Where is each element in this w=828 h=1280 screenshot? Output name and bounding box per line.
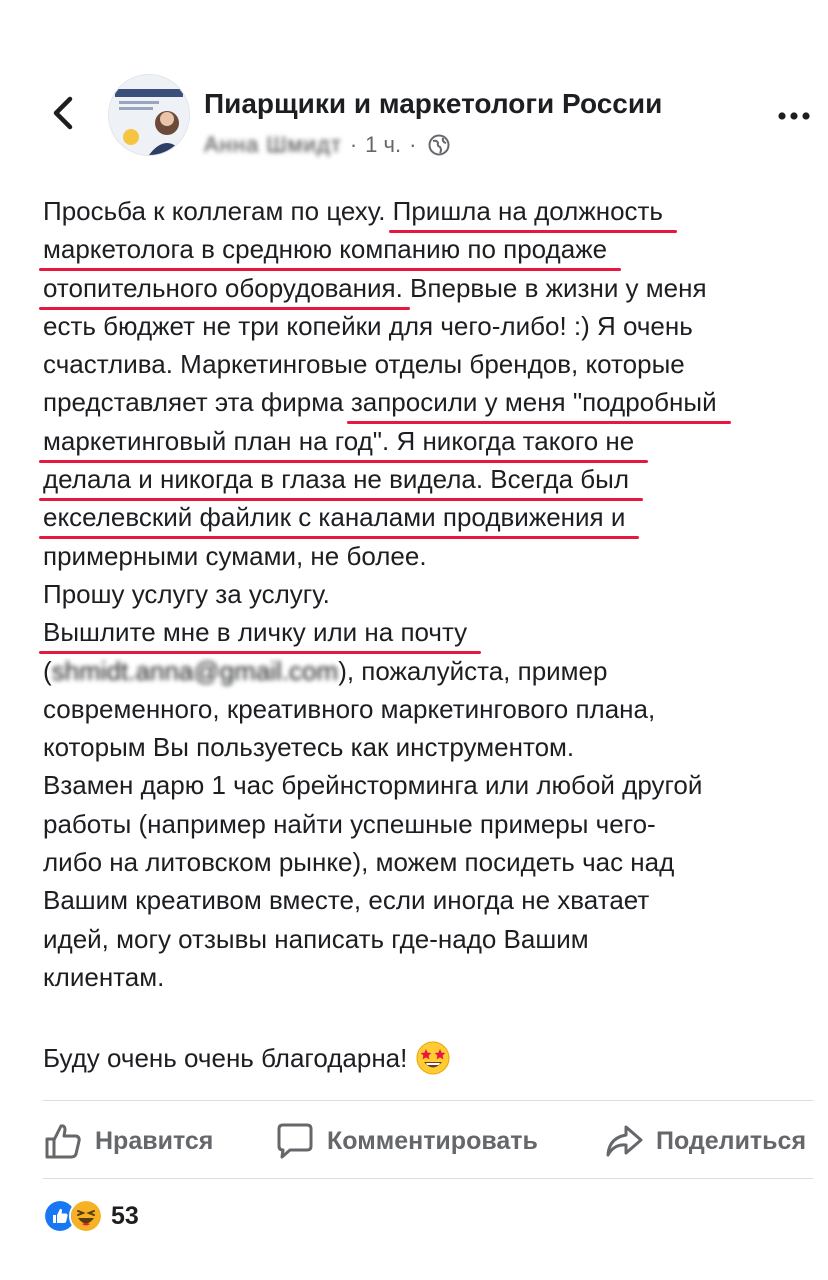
- post-underlined-segment: маркетолога в среднюю компанию по продаже: [43, 234, 608, 265]
- post-underlined-segment: запросили у меня "подробный: [350, 387, 717, 418]
- post-text-line: [43, 728, 823, 766]
- post-text-segment: (: [43, 655, 52, 686]
- post-text-line: [43, 192, 823, 230]
- post-text-segment: клиентам.: [43, 961, 165, 992]
- post-text-line: [43, 690, 823, 728]
- group-avatar-image: [109, 75, 189, 155]
- post-text-line: [43, 958, 823, 996]
- post-text-line: [43, 805, 823, 843]
- meta-separator: ·: [349, 132, 358, 157]
- post-underlined-segment: маркетинговый план на год". Я никогда такого не: [43, 425, 635, 456]
- author-name[interactable]: Анна Шмидт: [204, 132, 342, 157]
- post-text-line: [43, 843, 823, 881]
- more-dots-icon: [774, 104, 814, 128]
- post-body: [43, 192, 823, 996]
- post-text-line: [43, 230, 823, 268]
- share-arrow-icon: [604, 1121, 644, 1161]
- post-text-segment: ), пожалуйста, пример: [338, 655, 608, 686]
- like-button[interactable]: [43, 1118, 213, 1164]
- post-text-segment: счастлива. Маркетинговые отделы брендов, которые: [43, 349, 685, 380]
- post-text-line: [43, 881, 823, 919]
- post-text-line: [43, 537, 823, 575]
- post-text-line: [43, 920, 823, 958]
- share-button[interactable]: [604, 1118, 806, 1164]
- reactions-count: 53: [111, 1201, 139, 1230]
- globe-icon: [428, 134, 450, 156]
- group-name[interactable]: Пиарщики и маркетологи России: [204, 88, 663, 119]
- post-underlined-segment: делала и никогда в глаза не видела. Всегда был: [43, 464, 630, 495]
- post-text-segment: работы (например найти успешные примеры чего-: [43, 808, 656, 839]
- meta-separator-2: ·: [409, 132, 417, 157]
- post-text-line: [43, 345, 823, 383]
- post-text-segment: Просьба к коллегам по цеху.: [43, 196, 393, 226]
- post-text-line: [43, 575, 823, 613]
- comment-label: Комментировать: [327, 1126, 538, 1155]
- post-text-line: [43, 269, 823, 307]
- post-closing-line: [43, 1040, 451, 1076]
- post-meta: [204, 132, 450, 158]
- post-text-line: [43, 422, 823, 460]
- post-text-segment: Вашим креативом вместе, если иногда не хватает: [43, 885, 650, 916]
- post-header: [0, 60, 828, 170]
- post-text-segment: либо на литовском рынке), можем посидеть час над: [43, 847, 675, 878]
- post-text-segment: которым Вы пользуетесь как инструментом.: [43, 732, 575, 763]
- post-text-segment: представляет эта фирма: [43, 387, 351, 418]
- post-underlined-segment: Вышлите мне в личку или на почту: [43, 617, 468, 648]
- comment-button[interactable]: [275, 1118, 538, 1164]
- comment-bubble-icon: [275, 1121, 315, 1161]
- reactions-summary[interactable]: [43, 1198, 139, 1234]
- post-underlined-segment: Пришла на должность: [392, 196, 663, 226]
- post-text-line: [43, 652, 823, 690]
- post-text-segment: идей, могу отзывы написать где-надо Вашим: [43, 923, 589, 954]
- actions-top-divider: [43, 1100, 813, 1101]
- star-struck-emoji-icon: [415, 1040, 451, 1076]
- post-text-line: [43, 307, 823, 345]
- post-text-line: [43, 383, 823, 421]
- like-label: Нравится: [95, 1126, 214, 1155]
- post-text-segment: есть бюджет не три копейки для чего-либо! :) Я очень: [43, 310, 693, 341]
- post-text-line: [43, 498, 823, 536]
- haha-reaction-icon: [69, 1199, 103, 1233]
- post-underlined-segment: отопительного оборудования: [43, 272, 396, 303]
- closing-text: Буду очень очень благодарна!: [43, 1042, 408, 1073]
- thumbs-up-icon: [43, 1121, 83, 1161]
- actions-bottom-divider: [43, 1178, 813, 1179]
- post-text-segment: . Впервые в жизни у меня: [395, 272, 707, 303]
- post-text-line: [43, 613, 823, 651]
- post-text-segment: Взамен дарю 1 час брейнсторминга или любой другой: [43, 770, 703, 801]
- post-time[interactable]: 1 ч.: [365, 132, 402, 157]
- chevron-left-icon: [40, 88, 90, 138]
- post-text-segment: примерными сумами, не более.: [43, 540, 427, 571]
- share-label: Поделиться: [656, 1126, 807, 1155]
- post-text-line: [43, 766, 823, 804]
- more-options-button[interactable]: [774, 104, 814, 128]
- post-text-line: [43, 460, 823, 498]
- back-button[interactable]: [40, 88, 90, 138]
- post-email-redacted[interactable]: shmidt.anna@gmail.com: [51, 655, 339, 686]
- post-text-segment: Прошу услугу за услугу.: [43, 578, 330, 609]
- post-text-segment: современного, креативного маркетингового плана,: [43, 693, 656, 724]
- post-underlined-segment: екселевский файлик с каналами продвижения и: [43, 502, 626, 533]
- group-avatar[interactable]: [108, 74, 190, 156]
